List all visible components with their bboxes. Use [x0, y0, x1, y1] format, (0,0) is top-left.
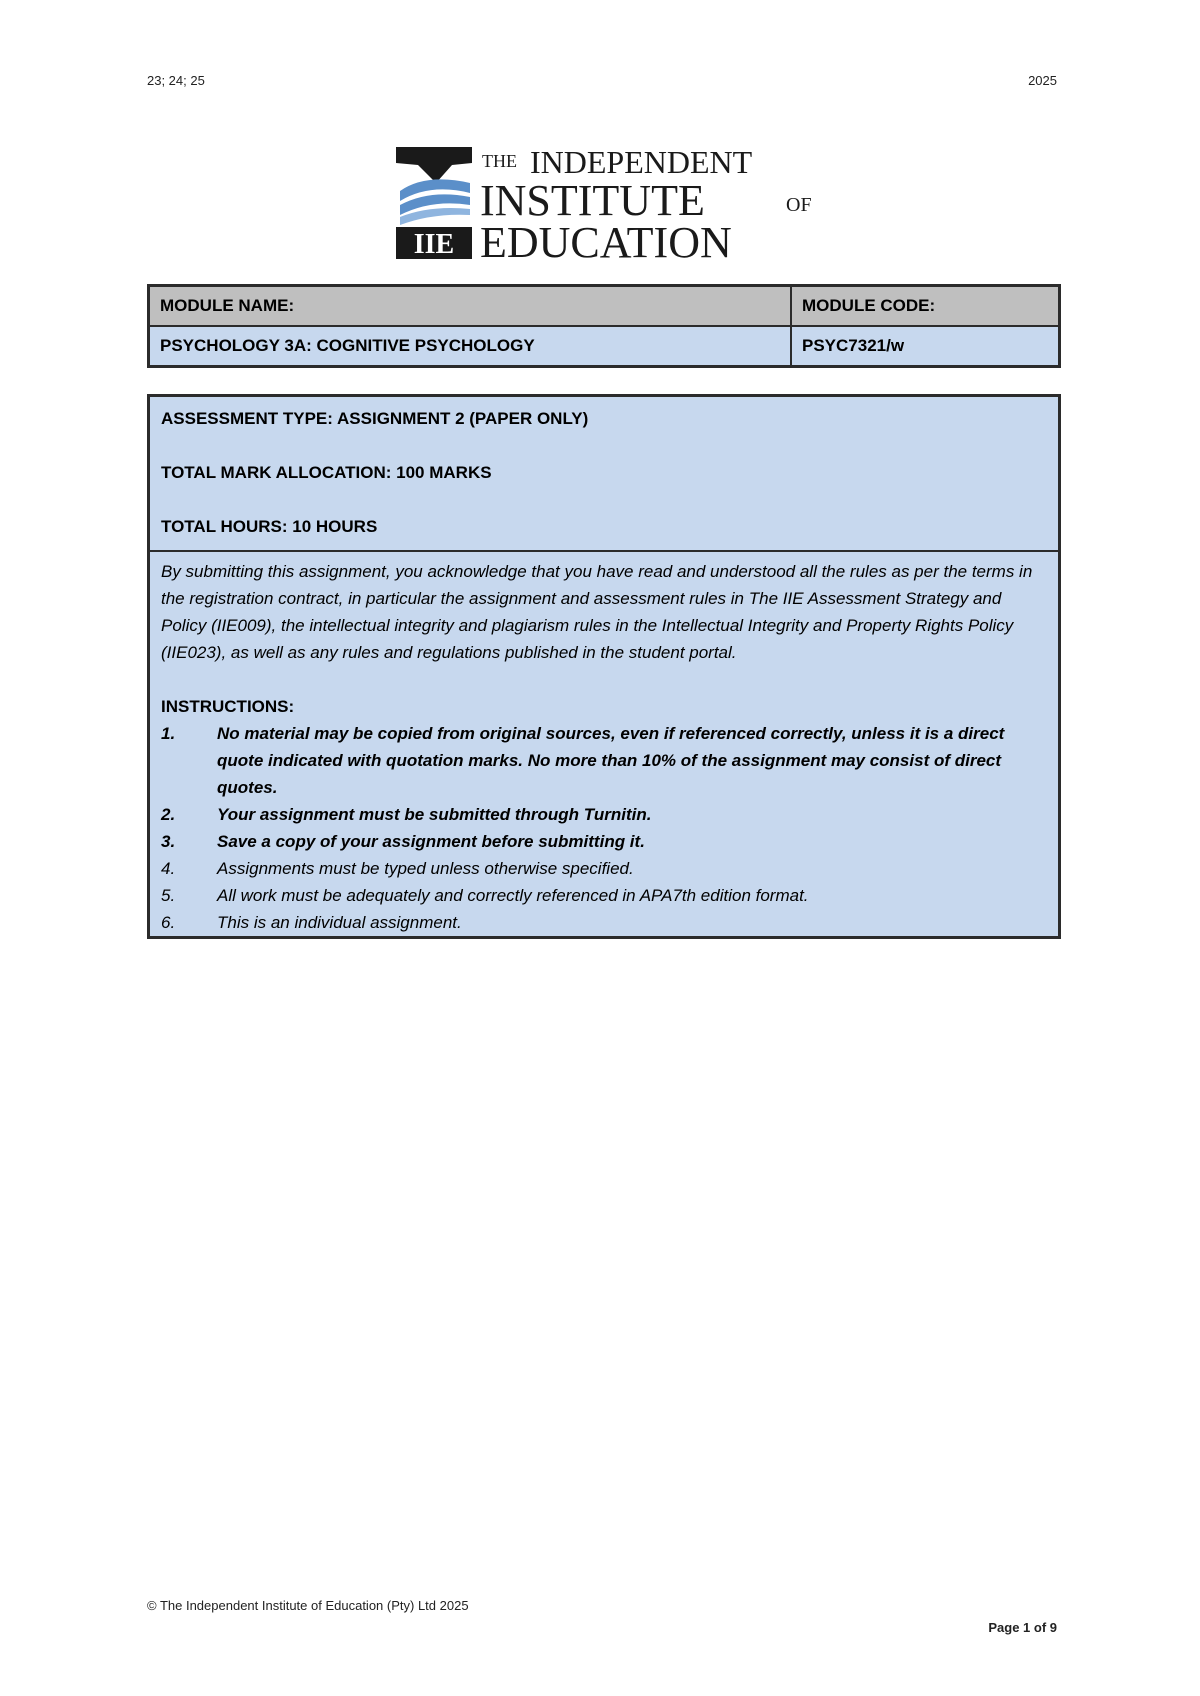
logo-the-text: THE: [482, 151, 517, 171]
logo-independent-text: INDEPENDENT: [530, 144, 753, 180]
instruction-item: [161, 882, 1047, 909]
module-code-value: PSYC7321/w: [791, 326, 1060, 367]
total-marks: TOTAL MARK ALLOCATION: 100 MARKS: [161, 463, 492, 482]
assessment-type: ASSESSMENT TYPE: ASSIGNMENT 2 (PAPER ONLY): [161, 409, 589, 428]
assessment-summary: [150, 397, 1058, 552]
instruction-item: [161, 909, 1047, 936]
logo-education-text: EDUCATION: [480, 218, 732, 261]
instruction-text: This is an individual assignment.: [217, 913, 462, 932]
instructions-list: [161, 720, 1047, 936]
instruction-number: 1.: [161, 724, 176, 743]
acknowledgement-text: By submitting this assignment, you acknowledge that you have read and understood all the rules as per the terms in the registration contract, in particular the assignment and assessment rules in The IIE Assessment Strategy and Policy (IIE009), the intellectual integrity and plagiarism rules in the Intellectual Integrity and Property Rights Policy (IIE023), as well as any rules and regulations published in the student portal.: [161, 562, 1033, 662]
instruction-item: [161, 828, 1047, 855]
instruction-text: Save a copy of your assignment before submitting it.: [217, 832, 645, 851]
instruction-text: No material may be copied from original sources, even if referenced correctly, unless it is a direct quote indicated with quotation marks. No more than 10% of the assignment may consist of direct quotes.: [217, 724, 1005, 797]
instruction-text: All work must be adequately and correctly referenced in APA7th edition format.: [217, 886, 809, 905]
logo-of-text: OF: [786, 194, 812, 216]
total-hours: TOTAL HOURS: 10 HOURS: [161, 517, 378, 536]
module-code-label: MODULE CODE:: [791, 286, 1060, 327]
instructions-title: INSTRUCTIONS:: [161, 697, 295, 716]
instruction-item: [161, 720, 1047, 801]
module-name-value: PSYCHOLOGY 3A: COGNITIVE PSYCHOLOGY: [149, 326, 792, 367]
instruction-number: 3.: [161, 832, 176, 851]
module-name-label: MODULE NAME:: [149, 286, 792, 327]
instruction-text: Your assignment must be submitted through Turnitin.: [217, 805, 652, 824]
header-year: 2025: [1028, 73, 1057, 88]
assessment-box: [147, 394, 1061, 939]
logo-badge-text: IIE: [413, 229, 455, 260]
instruction-number: 5.: [161, 886, 176, 905]
instruction-item: [161, 801, 1047, 828]
instruction-text: Assignments must be typed unless otherwise specified.: [217, 859, 634, 878]
header-left-text: 23; 24; 25: [147, 73, 205, 88]
module-table: [147, 284, 1061, 368]
iie-logo: [396, 143, 816, 261]
instruction-item: [161, 855, 1047, 882]
assessment-rules: [150, 552, 1058, 936]
instruction-number: 4.: [161, 859, 176, 878]
logo-institute-text: INSTITUTE: [480, 176, 705, 225]
instruction-number: 6.: [161, 913, 176, 932]
footer-page-number: Page 1 of 9: [988, 1620, 1057, 1635]
footer-copyright: © The Independent Institute of Education (Pty) Ltd 2025: [147, 1598, 469, 1613]
instruction-number: 2.: [161, 805, 176, 824]
